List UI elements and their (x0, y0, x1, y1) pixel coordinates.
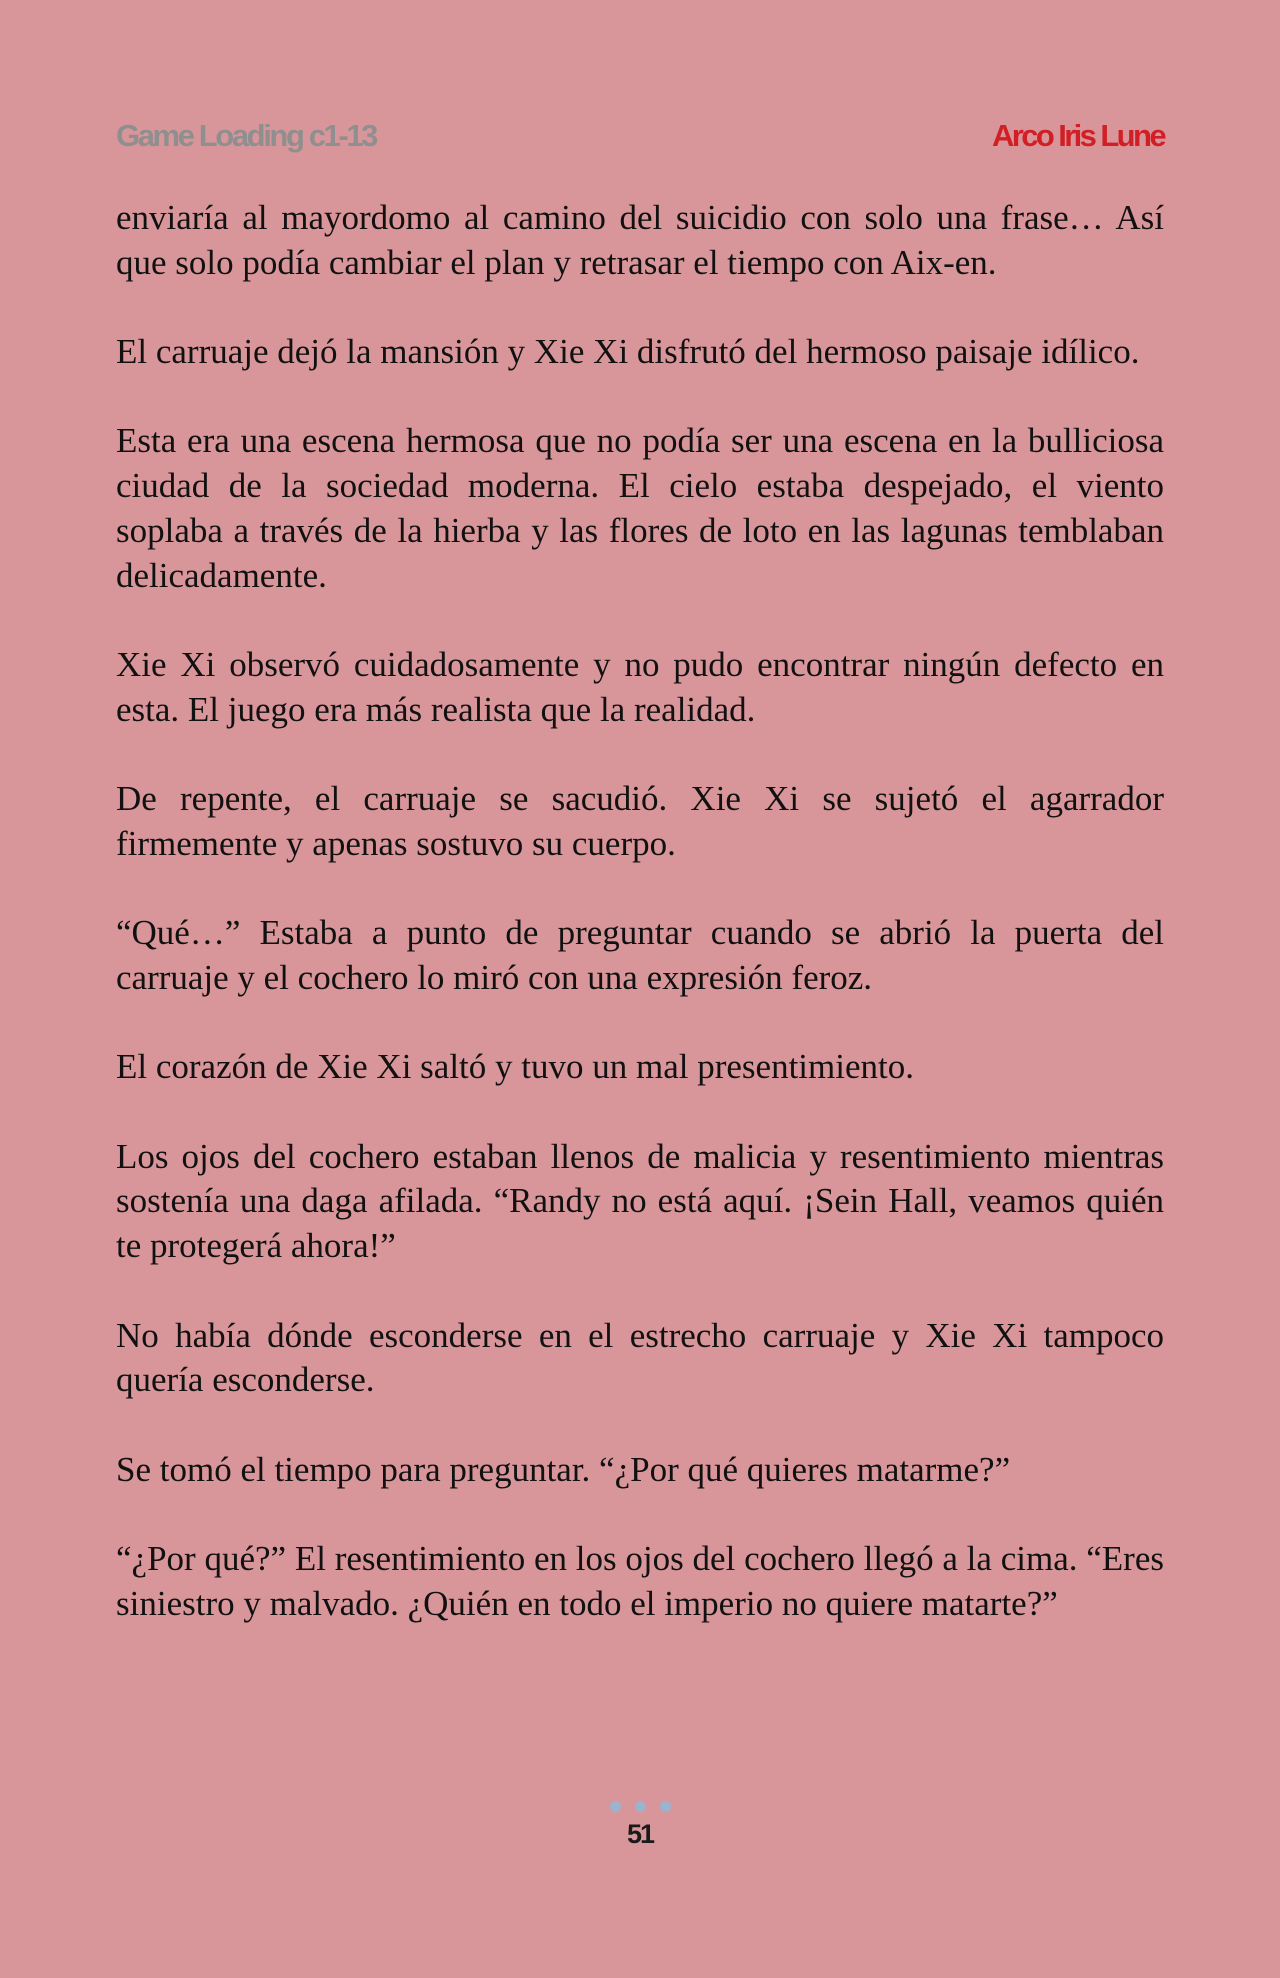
page-footer (0, 1801, 1280, 1850)
paragraph: Xie Xi observó cuidadosamente y no pudo encontrar ningún defecto en esta. El juego era más realista que la realidad. (116, 645, 1164, 729)
paragraph: Los ojos del cochero estaban llenos de malicia y resentimiento mientras sostenía una daga afilada. “Randy no está aquí. ¡Sein Hall, veamos quién te protegerá ahora!” (116, 1136, 1164, 1266)
page-body (116, 196, 1164, 1671)
paragraph: El corazón de Xie Xi saltó y tuvo un mal presentimiento. (116, 1047, 914, 1087)
paragraph: enviaría al mayordomo al camino del suicidio con solo una frase… Así que solo podía cambiar el plan y retrasar el tiempo con Aix-en. (116, 198, 1164, 282)
paragraph: Se tomó el tiempo para preguntar. “¿Por qué quieres matarme?” (116, 1449, 1011, 1489)
dot-icon (610, 1801, 621, 1812)
dot-icon (660, 1801, 671, 1812)
paragraph: No había dónde esconderse en el estrecho carruaje y Xie Xi tampoco quería esconderse. (116, 1315, 1164, 1400)
header-book-title: Game Loading c1-13 (116, 118, 377, 153)
paragraph: “¿Por qué?” El resentimiento en los ojos del cochero llegó a la cima. “Eres siniestro y malvado. ¿Quién en todo el imperio no quiere matarte?” (116, 1538, 1164, 1623)
header-translator-name: Arco Iris Lune (991, 118, 1164, 153)
paragraph: El carruaje dejó la mansión y Xie Xi disfrutó del hermoso paisaje idílico. (116, 332, 1140, 372)
paragraph: “Qué…” Estaba a punto de preguntar cuando se abrió la puerta del carruaje y el cochero lo miró con una expresión feroz. (116, 913, 1164, 998)
dots-ornament-icon (0, 1801, 1280, 1813)
paragraph: De repente, el carruaje se sacudió. Xie Xi se sujetó el agarrador firmemente y apenas sostuvo su cuerpo. (116, 779, 1164, 863)
paragraph: Esta era una escena hermosa que no podía ser una escena en la bulliciosa ciudad de la sociedad moderna. El cielo estaba despejado, el viento soplaba a través de la hierba y las flores de loto en las lagunas temblaban delicadamente. (116, 421, 1164, 595)
page-number: 51 (626, 1819, 654, 1849)
page-header (116, 118, 1164, 162)
dot-icon (635, 1801, 646, 1812)
